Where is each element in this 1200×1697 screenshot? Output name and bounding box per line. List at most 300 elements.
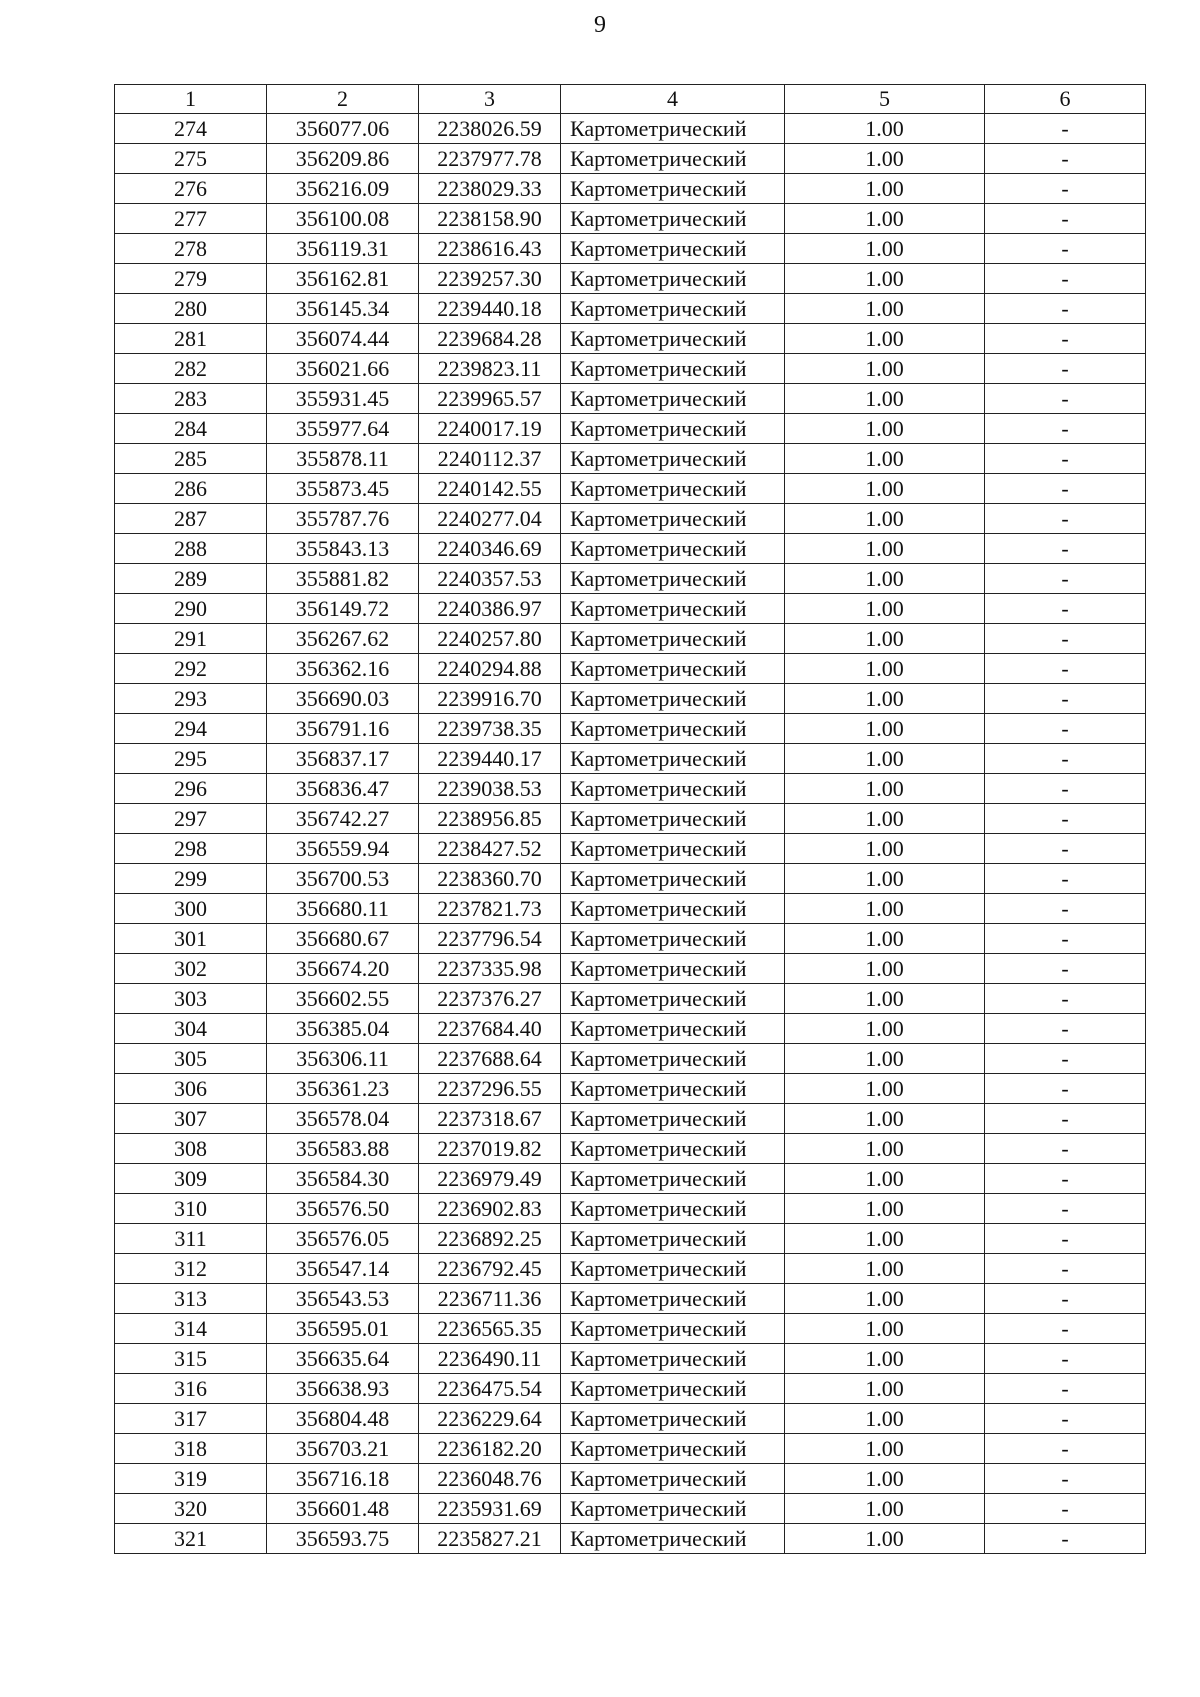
table-row [115, 1134, 1146, 1164]
method-cell: Картометрический [561, 654, 785, 684]
accuracy-cell: 1.00 [785, 924, 985, 954]
point-number-cell: 284 [115, 414, 267, 444]
accuracy-cell: 1.00 [785, 1374, 985, 1404]
y-coordinate-cell: 2237977.78 [419, 144, 561, 174]
x-coordinate-cell: 356836.47 [267, 774, 419, 804]
method-cell: Картометрический [561, 714, 785, 744]
y-coordinate-cell: 2236902.83 [419, 1194, 561, 1224]
note-cell: - [985, 1014, 1146, 1044]
y-coordinate-cell: 2240294.88 [419, 654, 561, 684]
page-number: 9 [594, 12, 606, 38]
table-row [115, 474, 1146, 504]
table-row [115, 564, 1146, 594]
accuracy-cell: 1.00 [785, 534, 985, 564]
note-cell: - [985, 1224, 1146, 1254]
point-number-cell: 292 [115, 654, 267, 684]
method-cell: Картометрический [561, 864, 785, 894]
accuracy-cell: 1.00 [785, 1044, 985, 1074]
accuracy-cell: 1.00 [785, 1134, 985, 1164]
x-coordinate-cell: 356145.34 [267, 294, 419, 324]
x-coordinate-cell: 356149.72 [267, 594, 419, 624]
table-row [115, 414, 1146, 444]
method-cell: Картометрический [561, 1404, 785, 1434]
point-number-cell: 285 [115, 444, 267, 474]
x-coordinate-cell: 356583.88 [267, 1134, 419, 1164]
method-cell: Картометрический [561, 924, 785, 954]
x-coordinate-cell: 356362.16 [267, 654, 419, 684]
y-coordinate-cell: 2236182.20 [419, 1434, 561, 1464]
note-cell: - [985, 204, 1146, 234]
method-cell: Картометрический [561, 624, 785, 654]
y-coordinate-cell: 2240017.19 [419, 414, 561, 444]
table-row [115, 1014, 1146, 1044]
x-coordinate-cell: 356119.31 [267, 234, 419, 264]
y-coordinate-cell: 2236792.45 [419, 1254, 561, 1284]
method-cell: Картометрический [561, 1074, 785, 1104]
point-number-cell: 314 [115, 1314, 267, 1344]
note-cell: - [985, 1284, 1146, 1314]
x-coordinate-cell: 356547.14 [267, 1254, 419, 1284]
table-row [115, 864, 1146, 894]
point-number-cell: 303 [115, 984, 267, 1014]
x-coordinate-cell: 355787.76 [267, 504, 419, 534]
point-number-cell: 305 [115, 1044, 267, 1074]
y-coordinate-cell: 2238956.85 [419, 804, 561, 834]
point-number-cell: 312 [115, 1254, 267, 1284]
accuracy-cell: 1.00 [785, 1434, 985, 1464]
accuracy-cell: 1.00 [785, 834, 985, 864]
point-number-cell: 287 [115, 504, 267, 534]
note-cell: - [985, 114, 1146, 144]
table-row [115, 654, 1146, 684]
accuracy-cell: 1.00 [785, 1464, 985, 1494]
note-cell: - [985, 804, 1146, 834]
y-coordinate-cell: 2240142.55 [419, 474, 561, 504]
point-number-cell: 308 [115, 1134, 267, 1164]
table-row [115, 1494, 1146, 1524]
table-row [115, 1224, 1146, 1254]
note-cell: - [985, 1254, 1146, 1284]
accuracy-cell: 1.00 [785, 1494, 985, 1524]
method-cell: Картометрический [561, 264, 785, 294]
table-row [115, 1344, 1146, 1374]
note-cell: - [985, 1374, 1146, 1404]
y-coordinate-cell: 2239916.70 [419, 684, 561, 714]
point-number-cell: 300 [115, 894, 267, 924]
y-coordinate-cell: 2237688.64 [419, 1044, 561, 1074]
y-coordinate-cell: 2238026.59 [419, 114, 561, 144]
note-cell: - [985, 1104, 1146, 1134]
y-coordinate-cell: 2239257.30 [419, 264, 561, 294]
note-cell: - [985, 1404, 1146, 1434]
accuracy-cell: 1.00 [785, 954, 985, 984]
y-coordinate-cell: 2237821.73 [419, 894, 561, 924]
point-number-cell: 319 [115, 1464, 267, 1494]
table-row [115, 684, 1146, 714]
note-cell: - [985, 714, 1146, 744]
x-coordinate-cell: 356216.09 [267, 174, 419, 204]
header-cell-2: 2 [267, 85, 419, 114]
note-cell: - [985, 744, 1146, 774]
table-row [115, 324, 1146, 354]
x-coordinate-cell: 356703.21 [267, 1434, 419, 1464]
note-cell: - [985, 144, 1146, 174]
x-coordinate-cell: 356162.81 [267, 264, 419, 294]
method-cell: Картометрический [561, 744, 785, 774]
table-row [115, 1524, 1146, 1554]
method-cell: Картометрический [561, 774, 785, 804]
accuracy-cell: 1.00 [785, 894, 985, 924]
note-cell: - [985, 1434, 1146, 1464]
point-number-cell: 296 [115, 774, 267, 804]
note-cell: - [985, 864, 1146, 894]
note-cell: - [985, 1494, 1146, 1524]
note-cell: - [985, 654, 1146, 684]
table-row [115, 834, 1146, 864]
x-coordinate-cell: 356635.64 [267, 1344, 419, 1374]
x-coordinate-cell: 356804.48 [267, 1404, 419, 1434]
y-coordinate-cell: 2240277.04 [419, 504, 561, 534]
table-row [115, 204, 1146, 234]
y-coordinate-cell: 2237796.54 [419, 924, 561, 954]
method-cell: Картометрический [561, 324, 785, 354]
note-cell: - [985, 684, 1146, 714]
y-coordinate-cell: 2236711.36 [419, 1284, 561, 1314]
y-coordinate-cell: 2239738.35 [419, 714, 561, 744]
y-coordinate-cell: 2240346.69 [419, 534, 561, 564]
point-number-cell: 315 [115, 1344, 267, 1374]
point-number-cell: 320 [115, 1494, 267, 1524]
accuracy-cell: 1.00 [785, 1014, 985, 1044]
y-coordinate-cell: 2236565.35 [419, 1314, 561, 1344]
table-row [115, 504, 1146, 534]
y-coordinate-cell: 2235827.21 [419, 1524, 561, 1554]
accuracy-cell: 1.00 [785, 984, 985, 1014]
accuracy-cell: 1.00 [785, 384, 985, 414]
y-coordinate-cell: 2236229.64 [419, 1404, 561, 1434]
coordinates-table [114, 84, 1146, 1554]
accuracy-cell: 1.00 [785, 654, 985, 684]
x-coordinate-cell: 356077.06 [267, 114, 419, 144]
table-row [115, 144, 1146, 174]
note-cell: - [985, 1134, 1146, 1164]
accuracy-cell: 1.00 [785, 1164, 985, 1194]
y-coordinate-cell: 2239038.53 [419, 774, 561, 804]
point-number-cell: 277 [115, 204, 267, 234]
table-row [115, 1104, 1146, 1134]
y-coordinate-cell: 2240357.53 [419, 564, 561, 594]
x-coordinate-cell: 356837.17 [267, 744, 419, 774]
table-row [115, 1314, 1146, 1344]
y-coordinate-cell: 2239965.57 [419, 384, 561, 414]
method-cell: Картометрический [561, 894, 785, 924]
accuracy-cell: 1.00 [785, 744, 985, 774]
header-cell-4: 4 [561, 85, 785, 114]
note-cell: - [985, 264, 1146, 294]
x-coordinate-cell: 356543.53 [267, 1284, 419, 1314]
table-row [115, 894, 1146, 924]
y-coordinate-cell: 2240257.80 [419, 624, 561, 654]
method-cell: Картометрический [561, 804, 785, 834]
x-coordinate-cell: 356593.75 [267, 1524, 419, 1554]
y-coordinate-cell: 2240386.97 [419, 594, 561, 624]
table-row [115, 234, 1146, 264]
x-coordinate-cell: 356601.48 [267, 1494, 419, 1524]
method-cell: Картометрический [561, 1194, 785, 1224]
header-cell-5: 5 [785, 85, 985, 114]
accuracy-cell: 1.00 [785, 414, 985, 444]
point-number-cell: 316 [115, 1374, 267, 1404]
x-coordinate-cell: 355843.13 [267, 534, 419, 564]
note-cell: - [985, 234, 1146, 264]
accuracy-cell: 1.00 [785, 1194, 985, 1224]
table-row [115, 354, 1146, 384]
x-coordinate-cell: 356680.11 [267, 894, 419, 924]
accuracy-cell: 1.00 [785, 1074, 985, 1104]
note-cell: - [985, 294, 1146, 324]
accuracy-cell: 1.00 [785, 1254, 985, 1284]
accuracy-cell: 1.00 [785, 1104, 985, 1134]
accuracy-cell: 1.00 [785, 204, 985, 234]
y-coordinate-cell: 2239684.28 [419, 324, 561, 354]
y-coordinate-cell: 2238158.90 [419, 204, 561, 234]
y-coordinate-cell: 2239823.11 [419, 354, 561, 384]
x-coordinate-cell: 356690.03 [267, 684, 419, 714]
note-cell: - [985, 834, 1146, 864]
point-number-cell: 302 [115, 954, 267, 984]
accuracy-cell: 1.00 [785, 774, 985, 804]
accuracy-cell: 1.00 [785, 594, 985, 624]
point-number-cell: 283 [115, 384, 267, 414]
table-row [115, 174, 1146, 204]
note-cell: - [985, 1164, 1146, 1194]
method-cell: Картометрический [561, 234, 785, 264]
table-row [115, 114, 1146, 144]
point-number-cell: 293 [115, 684, 267, 714]
point-number-cell: 281 [115, 324, 267, 354]
y-coordinate-cell: 2237335.98 [419, 954, 561, 984]
point-number-cell: 301 [115, 924, 267, 954]
accuracy-cell: 1.00 [785, 564, 985, 594]
method-cell: Картометрический [561, 204, 785, 234]
accuracy-cell: 1.00 [785, 1284, 985, 1314]
table-body [115, 114, 1146, 1554]
accuracy-cell: 1.00 [785, 1524, 985, 1554]
accuracy-cell: 1.00 [785, 474, 985, 504]
point-number-cell: 290 [115, 594, 267, 624]
x-coordinate-cell: 356100.08 [267, 204, 419, 234]
x-coordinate-cell: 356680.67 [267, 924, 419, 954]
table-row [115, 294, 1146, 324]
point-number-cell: 313 [115, 1284, 267, 1314]
table-row [115, 1254, 1146, 1284]
x-coordinate-cell: 355931.45 [267, 384, 419, 414]
accuracy-cell: 1.00 [785, 504, 985, 534]
point-number-cell: 289 [115, 564, 267, 594]
table-row [115, 804, 1146, 834]
accuracy-cell: 1.00 [785, 684, 985, 714]
table-header [115, 85, 1146, 114]
note-cell: - [985, 984, 1146, 1014]
point-number-cell: 291 [115, 624, 267, 654]
y-coordinate-cell: 2237318.67 [419, 1104, 561, 1134]
method-cell: Картометрический [561, 174, 785, 204]
y-coordinate-cell: 2238616.43 [419, 234, 561, 264]
x-coordinate-cell: 356559.94 [267, 834, 419, 864]
x-coordinate-cell: 355881.82 [267, 564, 419, 594]
x-coordinate-cell: 356674.20 [267, 954, 419, 984]
method-cell: Картометрический [561, 384, 785, 414]
x-coordinate-cell: 356209.86 [267, 144, 419, 174]
point-number-cell: 279 [115, 264, 267, 294]
table-row [115, 984, 1146, 1014]
method-cell: Картометрический [561, 684, 785, 714]
table-row [115, 1374, 1146, 1404]
table-row [115, 1404, 1146, 1434]
note-cell: - [985, 354, 1146, 384]
point-number-cell: 304 [115, 1014, 267, 1044]
table-row [115, 1074, 1146, 1104]
accuracy-cell: 1.00 [785, 114, 985, 144]
note-cell: - [985, 384, 1146, 414]
note-cell: - [985, 534, 1146, 564]
point-number-cell: 306 [115, 1074, 267, 1104]
point-number-cell: 294 [115, 714, 267, 744]
accuracy-cell: 1.00 [785, 864, 985, 894]
point-number-cell: 280 [115, 294, 267, 324]
y-coordinate-cell: 2235931.69 [419, 1494, 561, 1524]
accuracy-cell: 1.00 [785, 174, 985, 204]
x-coordinate-cell: 356267.62 [267, 624, 419, 654]
note-cell: - [985, 924, 1146, 954]
note-cell: - [985, 504, 1146, 534]
method-cell: Картометрический [561, 1254, 785, 1284]
x-coordinate-cell: 356385.04 [267, 1014, 419, 1044]
point-number-cell: 286 [115, 474, 267, 504]
y-coordinate-cell: 2236490.11 [419, 1344, 561, 1374]
x-coordinate-cell: 356716.18 [267, 1464, 419, 1494]
accuracy-cell: 1.00 [785, 1224, 985, 1254]
table-row [115, 384, 1146, 414]
point-number-cell: 299 [115, 864, 267, 894]
note-cell: - [985, 414, 1146, 444]
point-number-cell: 321 [115, 1524, 267, 1554]
accuracy-cell: 1.00 [785, 624, 985, 654]
note-cell: - [985, 564, 1146, 594]
accuracy-cell: 1.00 [785, 714, 985, 744]
table-row [115, 444, 1146, 474]
accuracy-cell: 1.00 [785, 354, 985, 384]
note-cell: - [985, 1524, 1146, 1554]
y-coordinate-cell: 2237684.40 [419, 1014, 561, 1044]
method-cell: Картометрический [561, 1434, 785, 1464]
accuracy-cell: 1.00 [785, 324, 985, 354]
note-cell: - [985, 624, 1146, 654]
method-cell: Картометрический [561, 594, 785, 624]
note-cell: - [985, 444, 1146, 474]
y-coordinate-cell: 2237296.55 [419, 1074, 561, 1104]
accuracy-cell: 1.00 [785, 294, 985, 324]
note-cell: - [985, 1464, 1146, 1494]
method-cell: Картометрический [561, 294, 785, 324]
point-number-cell: 297 [115, 804, 267, 834]
x-coordinate-cell: 356602.55 [267, 984, 419, 1014]
note-cell: - [985, 474, 1146, 504]
point-number-cell: 310 [115, 1194, 267, 1224]
table-row [115, 744, 1146, 774]
table-row [115, 774, 1146, 804]
note-cell: - [985, 894, 1146, 924]
method-cell: Картометрический [561, 1314, 785, 1344]
note-cell: - [985, 1314, 1146, 1344]
method-cell: Картометрический [561, 1344, 785, 1374]
table-row [115, 954, 1146, 984]
note-cell: - [985, 1194, 1146, 1224]
method-cell: Картометрический [561, 834, 785, 864]
note-cell: - [985, 1344, 1146, 1374]
point-number-cell: 275 [115, 144, 267, 174]
accuracy-cell: 1.00 [785, 444, 985, 474]
y-coordinate-cell: 2236979.49 [419, 1164, 561, 1194]
y-coordinate-cell: 2238029.33 [419, 174, 561, 204]
x-coordinate-cell: 356306.11 [267, 1044, 419, 1074]
accuracy-cell: 1.00 [785, 144, 985, 174]
method-cell: Картометрический [561, 1164, 785, 1194]
table-row [115, 1434, 1146, 1464]
method-cell: Картометрический [561, 534, 785, 564]
x-coordinate-cell: 356595.01 [267, 1314, 419, 1344]
header-cell-3: 3 [419, 85, 561, 114]
point-number-cell: 274 [115, 114, 267, 144]
method-cell: Картометрический [561, 1374, 785, 1404]
y-coordinate-cell: 2236475.54 [419, 1374, 561, 1404]
x-coordinate-cell: 356021.66 [267, 354, 419, 384]
note-cell: - [985, 174, 1146, 204]
x-coordinate-cell: 356742.27 [267, 804, 419, 834]
y-coordinate-cell: 2236892.25 [419, 1224, 561, 1254]
accuracy-cell: 1.00 [785, 804, 985, 834]
accuracy-cell: 1.00 [785, 264, 985, 294]
method-cell: Картометрический [561, 114, 785, 144]
method-cell: Картометрический [561, 564, 785, 594]
accuracy-cell: 1.00 [785, 1404, 985, 1434]
table-row [115, 1284, 1146, 1314]
method-cell: Картометрический [561, 504, 785, 534]
accuracy-cell: 1.00 [785, 1314, 985, 1344]
method-cell: Картометрический [561, 1224, 785, 1254]
y-coordinate-cell: 2237019.82 [419, 1134, 561, 1164]
note-cell: - [985, 954, 1146, 984]
note-cell: - [985, 1044, 1146, 1074]
point-number-cell: 311 [115, 1224, 267, 1254]
point-number-cell: 295 [115, 744, 267, 774]
accuracy-cell: 1.00 [785, 1344, 985, 1374]
y-coordinate-cell: 2238360.70 [419, 864, 561, 894]
point-number-cell: 298 [115, 834, 267, 864]
y-coordinate-cell: 2240112.37 [419, 444, 561, 474]
method-cell: Картометрический [561, 1044, 785, 1074]
method-cell: Картометрический [561, 1134, 785, 1164]
table-row [115, 1044, 1146, 1074]
x-coordinate-cell: 356578.04 [267, 1104, 419, 1134]
note-cell: - [985, 1074, 1146, 1104]
method-cell: Картометрический [561, 1464, 785, 1494]
point-number-cell: 278 [115, 234, 267, 264]
note-cell: - [985, 594, 1146, 624]
x-coordinate-cell: 356584.30 [267, 1164, 419, 1194]
x-coordinate-cell: 355977.64 [267, 414, 419, 444]
table-row [115, 1464, 1146, 1494]
